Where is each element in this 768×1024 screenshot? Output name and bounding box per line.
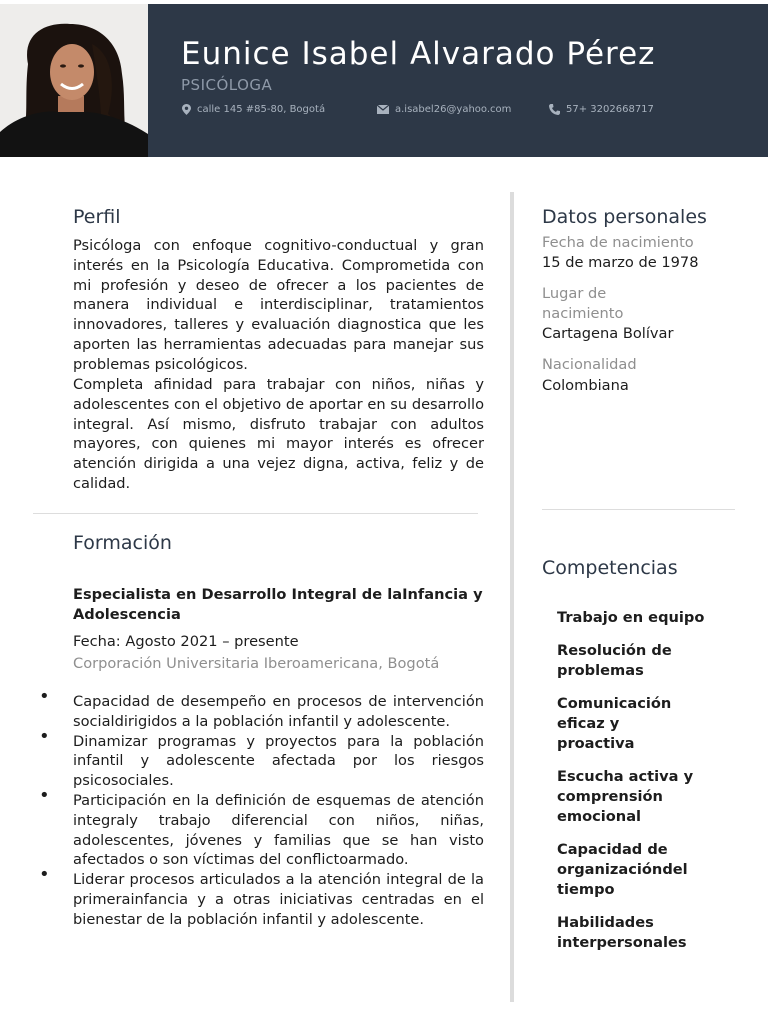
nationality-value: Colombiana [542,377,629,394]
list-item: • Capacidad de desempeño en procesos de intervención socialdirigidos a la población infantil y adolescente. [39,686,484,730]
contact-email [377,104,511,115]
skill-item: Trabajo en equipo [557,609,705,626]
profile-photo [0,4,148,157]
profile-section-title: Perfil [73,206,121,228]
list-item: • Liderar procesos articulados a la atención integral de la primerainfancia y a otras iniciativas centradas en el bienestar de la población infantil y adolescente. [39,864,484,928]
skills-list [557,608,757,966]
birth-label: Fecha de nacimiento [542,234,694,251]
list-item: • Dinamizar programas y proyectos para la población infantil y adolescente afectada por los riesgos psicosociales. [39,725,484,790]
envelope-icon [377,105,389,114]
nationality-label: Nacionalidad [542,356,637,373]
education-section-title: Formación [73,532,172,554]
bullet-icon: • [39,686,50,707]
profile-paragraph-2: Completa afinidad para trabajar con niños, niñas y adolescentes con el objetivo de aportar en su desarrollo integral. Así mismo, disfruto trabajar con adultos mayores, con quienes mi mayor interés es ofrecer atención dirigida a una vejez digna, activa, feliz y de calidad. [73,376,484,492]
section-divider [33,513,478,514]
bullet-icon: • [39,725,50,747]
institution-name: Corporación Universitaria Iberoamericana, Bogotá [73,655,440,672]
contact-address [182,104,325,115]
place-label-line-1: Lugar de [542,285,607,302]
degree-date: Fecha: Agosto 2021 – presente [73,633,299,650]
skill-item: Comunicación eficaz y proactiva [557,695,672,752]
skill-item: Capacidad de organizacióndel tiempo [557,841,688,898]
candidate-name: Eunice Isabel Alvarado Pérez [181,36,656,72]
section-divider [542,509,735,510]
phone-text: 57+ 3202668717 [566,104,654,115]
skill-item: Resolución de problemas [557,642,672,679]
skill-item: Escucha activa y comprensión emocional [557,768,694,825]
header-banner [0,4,768,157]
birth-value: 15 de marzo de 1978 [542,254,699,271]
bullet-icon: • [39,864,50,886]
bullet-icon: • [39,784,50,806]
degree-title: Especialista en Desarrollo Integral de laInfancia y Adolescencia [73,586,483,623]
skills-section-title: Competencias [542,557,678,579]
map-pin-icon [182,104,191,115]
place-label-line-2: nacimiento [542,305,624,322]
skill-item: Habilidades interpersonales [557,914,687,951]
phone-icon [549,104,560,115]
place-value: Cartagena Bolívar [542,325,674,342]
personal-section-title: Datos personales [542,206,707,228]
contact-phone [549,104,654,115]
address-text: calle 145 #85-80, Bogotá [197,104,326,115]
profile-paragraph-1: Psicóloga con enfoque cognitivo-conductual y gran interés en la Psicología Educativa. Comprometida con mi profesión y deseo de ofrecer a los pacientes de manera individual e interdisciplinar, tratamientos innovadores, talleres y evaluación diagnostica que les aporten las herramientas adecuadas para manejar sus problemas psicológicos. [73,237,484,373]
education-bullets [39,686,484,930]
email-text[interactable]: a.isabel26@yahoo.com [395,104,512,115]
candidate-role: PSICÓLOGA [181,76,273,94]
list-item: • Participación en la definición de esquemas de atención integraly trabajo diferencial con niños, niñas, adolescentes, jóvenes y familias que se han visto afectados o son víctimas del conflictoarmado. [39,784,484,869]
column-divider [510,192,514,1002]
